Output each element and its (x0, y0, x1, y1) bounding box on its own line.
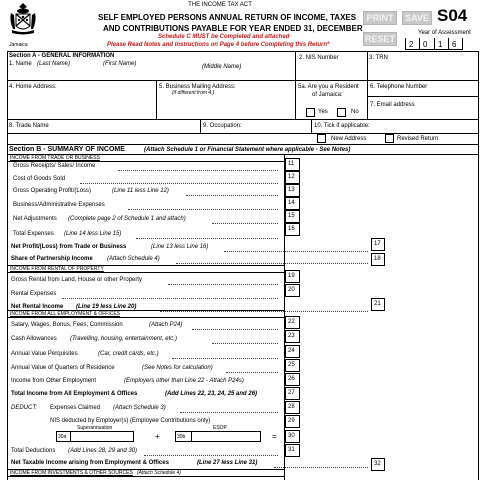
home-address-input[interactable] (9, 93, 154, 117)
line-26-number: 26 (285, 373, 300, 386)
line-25-number: 25 (285, 359, 300, 372)
notice-schedule-c: Schedule C MUST be Completed and attached (158, 34, 290, 40)
trn-label: 3. TRN (369, 55, 388, 61)
business-address-note: (if different from 4.) (172, 90, 215, 96)
line-32-label: Net Taxable Income arising from Employment & Offices (11, 460, 169, 466)
line-14-label: Business/Administrative Expenses (13, 202, 105, 208)
new-address-label: New Address (331, 136, 367, 142)
revised-return-checkbox[interactable] (385, 134, 394, 143)
form-title-line1: SELF EMPLOYED PERSONS ANNUAL RETURN OF INCOME, TAXES (98, 13, 357, 22)
trn-input[interactable] (369, 64, 476, 78)
year-digit: 2 (409, 40, 414, 49)
telephone-label: 6. Telephone Number (370, 84, 428, 90)
middle-name-label: (Middle Name) (202, 64, 242, 70)
save-button[interactable]: SAVE (402, 11, 432, 25)
year-digit: 0 (423, 40, 428, 49)
line-22-number: 22 (285, 316, 300, 329)
line-13-label: Gross Operating Profit/(Loss) (13, 188, 92, 194)
line-30a-tag: 30a (58, 434, 67, 440)
line-27-note: (Add Lines 22, 23, 24, 25 and 26) (165, 391, 258, 397)
line-17-amount-input[interactable] (385, 238, 475, 251)
name-label: 1. Name (9, 61, 32, 67)
name-input[interactable] (9, 69, 293, 79)
resident-question: 5a. Are you a Resident (298, 84, 359, 90)
line-11-label: Gross Receipts/ Sales/ Income (13, 163, 96, 169)
line-20-number: 20 (285, 284, 300, 297)
print-button[interactable]: PRINT (363, 11, 397, 25)
line-12-label: Cost of Goods Sold (13, 176, 66, 182)
line-15-label: Net Adjustments (13, 216, 57, 222)
line-16-note: (Line 14 less Line 15) (64, 231, 122, 237)
line-18-number: 18 (371, 253, 385, 266)
line-18-note: (Attach Schedule 4) (107, 256, 160, 262)
line-31-label: Total Deductions (11, 448, 56, 454)
deduct-label: DEDUCT: (11, 405, 38, 411)
line-21-label: Net Rental Income (11, 304, 64, 310)
line-24-note: (Car, credit cards, etc.) (98, 351, 159, 357)
line-32-number: 32 (371, 458, 385, 471)
section-b-note: (Attach Schedule 1 or Financial Statement where applicable - See Notes) (144, 147, 351, 153)
year-of-assessment-label: Year of Assessment (418, 30, 471, 36)
resident-no-label: No (351, 109, 359, 115)
line-29-label: NIS deducted by Employer(s) (Employee Contributions only) (50, 418, 211, 424)
line-30-number: 30 (285, 430, 300, 443)
line-31-note: (Add Lines 28, 29 and 30) (68, 448, 138, 454)
line-23-label: Cash Allowances (11, 336, 57, 342)
resident-no-checkbox[interactable] (337, 108, 346, 117)
resident-question-cont: of Jamaica: (312, 92, 343, 98)
line-29-number: 29 (285, 415, 300, 428)
line-11-amount-input[interactable] (300, 158, 370, 171)
line-24-label: Annual Value Perquisites (11, 351, 78, 357)
investments-income-header: INCOME FROM INVESTMENTS & OTHER SOURCES (10, 470, 133, 476)
first-name-label: (First Name) (103, 61, 137, 67)
resident-yes-checkbox[interactable] (306, 108, 315, 117)
section-b-title: Section B - SUMMARY OF INCOME (9, 146, 125, 153)
line-28-number: 28 (285, 401, 300, 414)
line-13-number: 13 (285, 184, 300, 197)
line-25-note: (See Notes for calculation) (142, 365, 213, 371)
trade-income-header: INCOME FROM TRADE OR BUSINESS (10, 155, 100, 161)
line-26-note: (Employers other than Line 22 - Attach P24s) (124, 378, 244, 384)
line-30b-tag: 30b (177, 434, 186, 440)
line-11-number: 11 (285, 158, 300, 171)
line-25-label: Annual Value of Quarters of Residence (11, 365, 115, 371)
line-14-number: 14 (285, 197, 300, 210)
line-24-number: 24 (285, 345, 300, 358)
line-16-label: Total Expenses (13, 231, 54, 237)
investments-note: (Attach Schedule 4) (137, 470, 181, 476)
year-digit: 1 (438, 40, 443, 49)
line-16-number: 16 (285, 223, 300, 236)
line-30a-input[interactable] (56, 431, 134, 442)
new-address-checkbox[interactable] (317, 134, 326, 143)
line-23-note: (Travelling, housing, entertainment, etc.) (70, 336, 177, 342)
nis-number-input[interactable] (298, 64, 365, 78)
line-31-number: 31 (285, 444, 300, 457)
form-title-line2: AND CONTRIBUTIONS PAYABLE FOR YEAR ENDED 31, DECEMBER (103, 24, 363, 33)
business-address-input[interactable] (158, 97, 293, 117)
nis-number-label: 2. NIS Number (299, 55, 339, 61)
notice-read-notes: Please Read Notes and Instructions on Page 4 before Completing this Return* (107, 42, 330, 48)
line-17-number: 17 (371, 238, 385, 251)
line-22-note: (Attach P24) (149, 322, 183, 328)
esop-label: ESOP (213, 425, 227, 431)
employment-income-header: INCOME FROM ALL EMPLOYMENT & OFFICES (10, 311, 121, 317)
superannuation-label: Superannuation (77, 425, 113, 431)
line-21-amount-input[interactable] (385, 298, 475, 311)
country-label: Jamaica (9, 42, 28, 48)
line-32-amount-input[interactable] (385, 458, 475, 471)
line-19-label: Gross Rental from Land, House or other Property (11, 277, 143, 283)
line-21-note: (Line 19 less Line 20) (76, 304, 137, 310)
line-30b-input[interactable] (175, 431, 261, 442)
line-27-number: 27 (285, 387, 300, 400)
line-21-number: 21 (371, 298, 385, 311)
line-15-number: 15 (285, 210, 300, 223)
line-13-note: (Line 11 less Line 12) (112, 188, 169, 194)
form-code: S04 (437, 6, 468, 25)
line-26-label: Income from Other Employment (11, 378, 97, 384)
line-23-number: 23 (285, 330, 300, 343)
line-22-label: Salary, Wages, Bonus, Fees, Commission (11, 322, 123, 328)
act-title: THE INCOME TAX ACT (188, 2, 252, 8)
reset-button[interactable]: RESET (364, 34, 395, 44)
occupation-label: 9. Occupation: (203, 123, 242, 129)
line-27-label: Total Income from All Employment & Offices (11, 391, 138, 397)
line-17-note: (Line 13 less Line 16) (151, 244, 209, 250)
line-12-number: 12 (285, 171, 300, 184)
resident-yes-label: Yes (318, 109, 328, 115)
equals-sign: = (272, 432, 277, 441)
last-name-label: (Last Name) (37, 61, 71, 67)
line-28-label: Expenses Claimed (50, 405, 101, 411)
line-32-note: (Line 27 less Line 31) (197, 460, 258, 466)
line-17-label: Net Profit/(Loss) from Trade or Business (11, 244, 127, 250)
rental-income-header: INCOME FROM RENTAL OF PROPERTY (10, 266, 104, 272)
plus-sign: + (155, 432, 160, 441)
email-label: 7. Email address (370, 102, 415, 108)
year-of-assessment-field[interactable] (405, 38, 463, 50)
year-digit: 6 (452, 40, 457, 49)
line-19-number: 19 (285, 270, 300, 283)
trade-name-label: 8. Trade Name (9, 123, 49, 129)
business-address-label: 5. Business Mailing Address: (159, 84, 236, 90)
home-address-label: 4. Home Address: (9, 84, 57, 90)
tick-applicable-label: 10. Tick if applicable: (314, 123, 370, 129)
line-28-note: (Attach Schedule 3) (113, 405, 166, 411)
section-a-title: Section A - GENERAL INFORMATION (9, 53, 115, 59)
line-20-label: Rental Expenses (11, 291, 57, 297)
line-18-label: Share of Partnership Income (11, 256, 93, 262)
line-15-note: (Complete page 2 of Schedule 1 and attach) (68, 216, 186, 222)
revised-return-label: Revised Return (397, 136, 439, 142)
